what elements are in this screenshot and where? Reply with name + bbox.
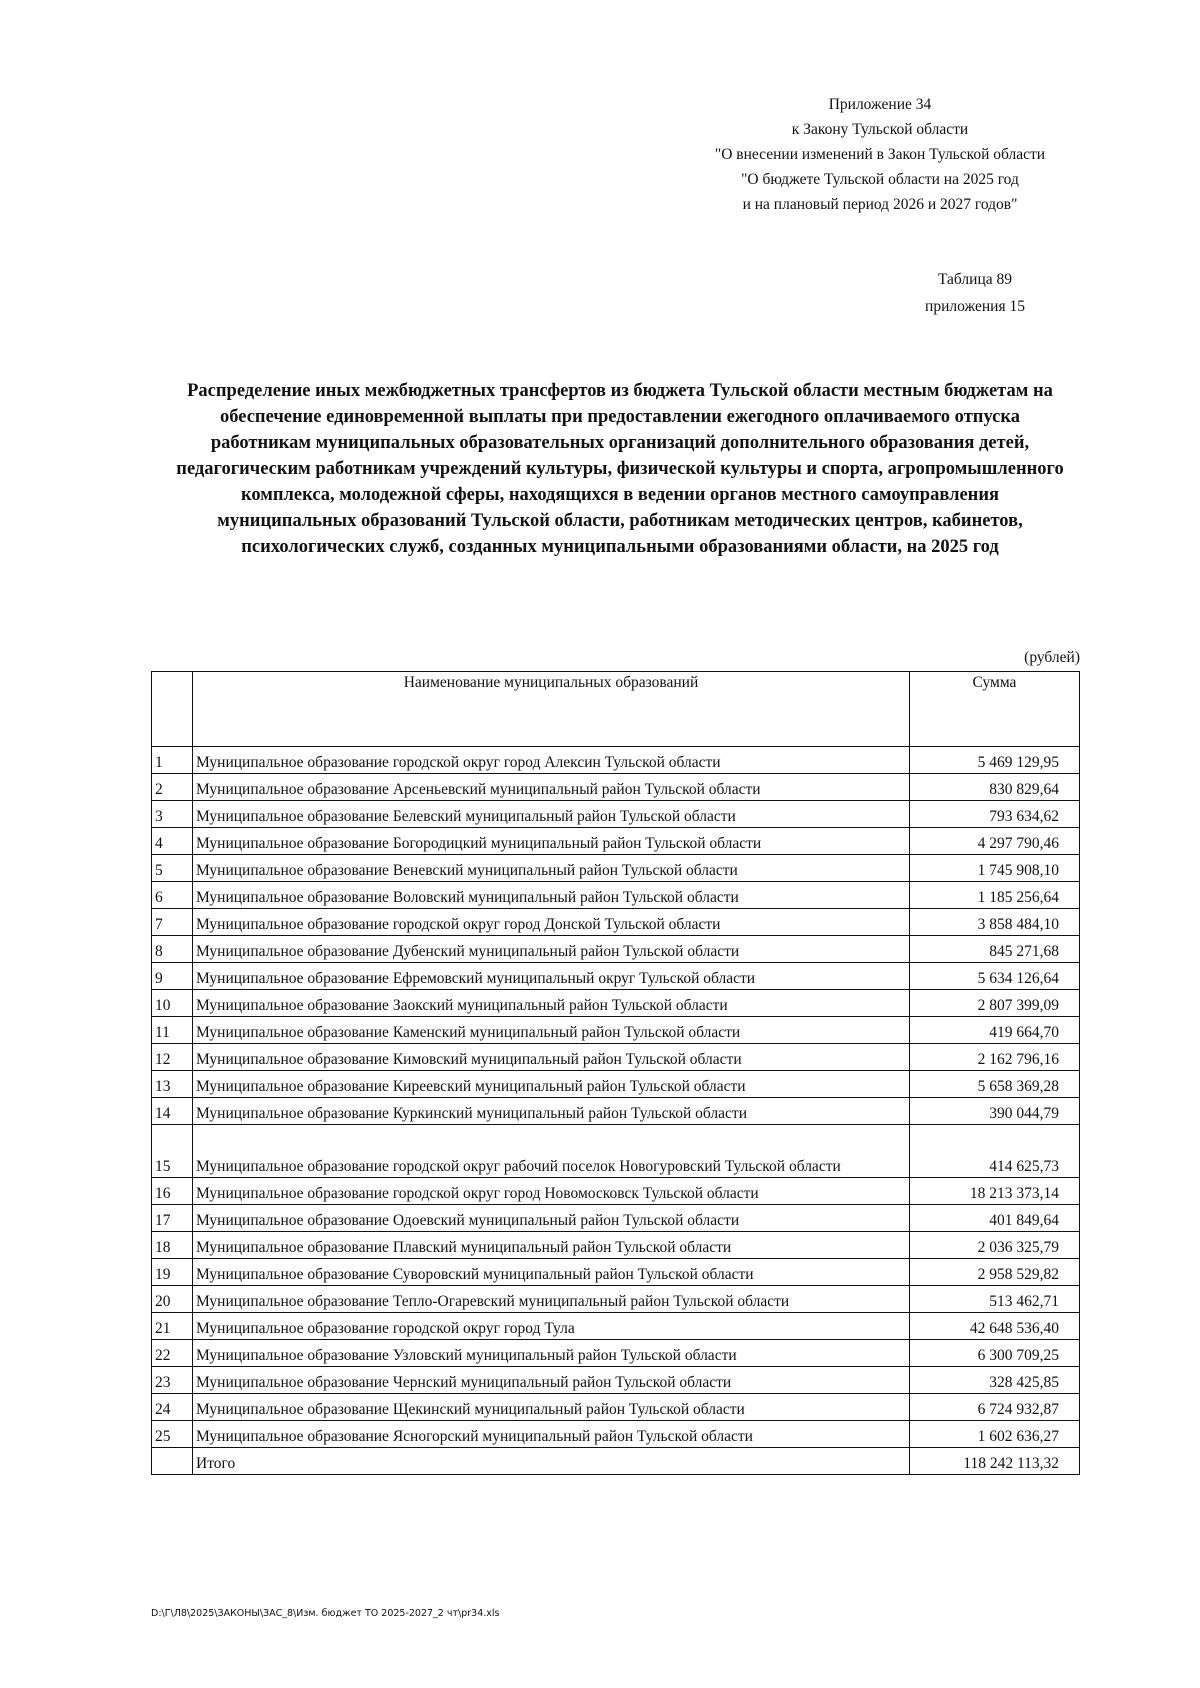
table-row	[152, 1098, 1080, 1125]
table-row	[152, 1313, 1080, 1340]
column-header-number	[152, 672, 193, 747]
table-row	[152, 1367, 1080, 1394]
row-municipality-name: Муниципальное образование Узловский муниципальный район Тульской области	[193, 1340, 910, 1367]
row-sum: 18 213 373,14	[910, 1178, 1080, 1205]
row-number: 19	[152, 1259, 193, 1286]
row-sum: 1 745 908,10	[910, 855, 1080, 882]
table-row	[152, 909, 1080, 936]
distribution-table	[151, 671, 1080, 1475]
appendix-header-line: к Закону Тульской области	[791, 121, 969, 138]
row-number: 11	[152, 1017, 193, 1044]
appendix-header-line: "О бюджете Тульской области на 2025 год	[741, 171, 1019, 188]
appendix-number: приложения 15	[925, 298, 1025, 315]
row-number: 1	[152, 747, 193, 774]
row-sum: 2 162 796,16	[910, 1044, 1080, 1071]
row-number: 4	[152, 828, 193, 855]
row-municipality-name: Муниципальное образование городской округ город Новомосковск Тульской области	[193, 1178, 910, 1205]
table-row	[152, 1205, 1080, 1232]
row-sum: 328 425,85	[910, 1367, 1080, 1394]
column-header-name: Наименование муниципальных образований	[193, 672, 910, 747]
table-row	[152, 801, 1080, 828]
row-number: 23	[152, 1367, 193, 1394]
row-number: 5	[152, 855, 193, 882]
table-number: Таблица 89	[937, 271, 1013, 288]
row-municipality-name: Муниципальное образование Ясногорский муниципальный район Тульской области	[193, 1421, 910, 1448]
row-municipality-name: Муниципальное образование Суворовский муниципальный район Тульской области	[193, 1259, 910, 1286]
table-row	[152, 936, 1080, 963]
row-sum: 6 300 709,25	[910, 1340, 1080, 1367]
table-row	[152, 774, 1080, 801]
row-municipality-name: Муниципальное образование городской округ рабочий поселок Новогуровский Тульской области	[193, 1125, 910, 1178]
row-number: 12	[152, 1044, 193, 1071]
row-municipality-name: Муниципальное образование городской округ город Алексин Тульской области	[193, 747, 910, 774]
row-municipality-name: Муниципальное образование Плавский муниципальный район Тульской области	[193, 1232, 910, 1259]
row-municipality-name: Муниципальное образование Заокский муниципальный район Тульской области	[193, 990, 910, 1017]
row-sum: 5 658 369,28	[910, 1071, 1080, 1098]
total-sum: 118 242 113,32	[910, 1448, 1080, 1475]
table-row	[152, 828, 1080, 855]
row-municipality-name: Муниципальное образование Дубенский муниципальный район Тульской области	[193, 936, 910, 963]
file-path-footer: D:\Г\Л8\2025\ЗАКОНЫ\ЗАС_8\Изм. бюджет ТО 2025-2027_2 чт\pr34.xls	[151, 1608, 500, 1619]
table-row	[152, 1421, 1080, 1448]
table-row	[152, 1178, 1080, 1205]
document-title: Распределение иных межбюджетных трансфертов из бюджета Тульской области местным бюджетам на обеспечение единовременной выплаты при предоставлении ежегодного оплачиваемого отпуска работникам муниципальных образовательных организаций дополнительного образования детей, педагогическим работникам учреждений культуры, физической культуры и спорта, агропромышленного комплекса, молодежной сферы, находящихся в ведении органов местного самоуправления муниципальных образований Тульской области, работникам методических центров, кабинетов, психологических служб, созданных муниципальными образованиями области, на 2025 год	[176, 381, 1064, 557]
row-municipality-name: Муниципальное образование Богородицкий муниципальный район Тульской области	[193, 828, 910, 855]
table-body	[152, 747, 1080, 1475]
table-row	[152, 747, 1080, 774]
row-municipality-name: Муниципальное образование Ефремовский муниципальный округ Тульской области	[193, 963, 910, 990]
row-sum: 414 625,73	[910, 1125, 1080, 1178]
row-number: 21	[152, 1313, 193, 1340]
row-municipality-name: Муниципальное образование Киреевский муниципальный район Тульской области	[193, 1071, 910, 1098]
table-row	[152, 1125, 1080, 1178]
row-sum: 5 469 129,95	[910, 747, 1080, 774]
row-number: 17	[152, 1205, 193, 1232]
row-municipality-name: Муниципальное образование Чернский муниципальный район Тульской области	[193, 1367, 910, 1394]
row-sum: 419 664,70	[910, 1017, 1080, 1044]
table-row	[152, 1259, 1080, 1286]
row-municipality-name: Муниципальное образование Воловский муниципальный район Тульской области	[193, 882, 910, 909]
row-number: 13	[152, 1071, 193, 1098]
row-number: 24	[152, 1394, 193, 1421]
row-number: 9	[152, 963, 193, 990]
table-row	[152, 1071, 1080, 1098]
table-row	[152, 1017, 1080, 1044]
row-number: 3	[152, 801, 193, 828]
total-label: Итого	[193, 1448, 910, 1475]
row-sum: 830 829,64	[910, 774, 1080, 801]
row-number: 16	[152, 1178, 193, 1205]
row-sum: 2 036 325,79	[910, 1232, 1080, 1259]
row-municipality-name: Муниципальное образование Белевский муниципальный район Тульской области	[193, 801, 910, 828]
total-row-number	[152, 1448, 193, 1475]
row-sum: 2 958 529,82	[910, 1259, 1080, 1286]
row-number: 15	[152, 1125, 193, 1178]
row-sum: 4 297 790,46	[910, 828, 1080, 855]
row-number: 25	[152, 1421, 193, 1448]
table-row	[152, 990, 1080, 1017]
row-number: 6	[152, 882, 193, 909]
row-municipality-name: Муниципальное образование Веневский муниципальный район Тульской области	[193, 855, 910, 882]
table-row	[152, 1394, 1080, 1421]
table-row	[152, 1286, 1080, 1313]
table-row	[152, 1232, 1080, 1259]
row-number: 7	[152, 909, 193, 936]
row-number: 20	[152, 1286, 193, 1313]
row-municipality-name: Муниципальное образование Арсеньевский муниципальный район Тульской области	[193, 774, 910, 801]
row-sum: 3 858 484,10	[910, 909, 1080, 936]
table-row	[152, 855, 1080, 882]
row-number: 2	[152, 774, 193, 801]
row-municipality-name: Муниципальное образование Щекинский муниципальный район Тульской области	[193, 1394, 910, 1421]
row-number: 14	[152, 1098, 193, 1125]
row-number: 22	[152, 1340, 193, 1367]
total-row	[152, 1448, 1080, 1475]
row-municipality-name: Муниципальное образование городской округ город Тула	[193, 1313, 910, 1340]
row-sum: 6 724 932,87	[910, 1394, 1080, 1421]
appendix-header	[690, 92, 1070, 217]
table-row	[152, 1044, 1080, 1071]
row-sum: 42 648 536,40	[910, 1313, 1080, 1340]
units-label: (рублей)	[1024, 649, 1080, 666]
column-header-sum: Сумма	[910, 672, 1080, 747]
row-sum: 390 044,79	[910, 1098, 1080, 1125]
row-municipality-name: Муниципальное образование Кимовский муниципальный район Тульской области	[193, 1044, 910, 1071]
appendix-header-line: "О внесении изменений в Закон Тульской области	[714, 146, 1046, 163]
table-row	[152, 882, 1080, 909]
row-number: 8	[152, 936, 193, 963]
table-row	[152, 1340, 1080, 1367]
row-municipality-name: Муниципальное образование городской округ город Донской Тульской области	[193, 909, 910, 936]
row-sum: 513 462,71	[910, 1286, 1080, 1313]
row-municipality-name: Муниципальное образование Тепло-Огаревский муниципальный район Тульской области	[193, 1286, 910, 1313]
row-number: 10	[152, 990, 193, 1017]
row-sum: 1 185 256,64	[910, 882, 1080, 909]
table-header-row	[152, 672, 1080, 747]
row-municipality-name: Муниципальное образование Одоевский муниципальный район Тульской области	[193, 1205, 910, 1232]
appendix-header-line: и на плановый период 2026 и 2027 годов"	[742, 196, 1018, 213]
row-number: 18	[152, 1232, 193, 1259]
row-municipality-name: Муниципальное образование Каменский муниципальный район Тульской области	[193, 1017, 910, 1044]
row-sum: 1 602 636,27	[910, 1421, 1080, 1448]
table-row	[152, 963, 1080, 990]
appendix-header-line: Приложение 34	[828, 96, 932, 113]
row-sum: 5 634 126,64	[910, 963, 1080, 990]
row-municipality-name: Муниципальное образование Куркинский муниципальный район Тульской области	[193, 1098, 910, 1125]
row-sum: 401 849,64	[910, 1205, 1080, 1232]
row-sum: 2 807 399,09	[910, 990, 1080, 1017]
row-sum: 845 271,68	[910, 936, 1080, 963]
row-sum: 793 634,62	[910, 801, 1080, 828]
table-reference	[895, 266, 1055, 320]
